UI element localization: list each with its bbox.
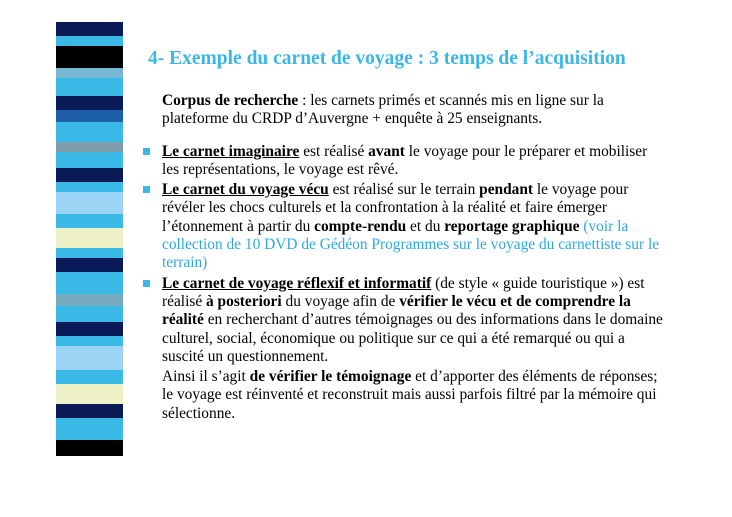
stripe-segment [56, 272, 123, 294]
stripe-segment [56, 22, 123, 36]
bullet-text: est réalisé [299, 142, 369, 160]
stripe-segment [56, 248, 123, 258]
stripe-segment [56, 258, 123, 272]
stripe-segment [56, 152, 123, 168]
conclusion-bold-text: de vérifier le témoignage [249, 368, 412, 386]
intro-text: : les carnets primés et scannés mis en ligne sur la plateforme du CRDP d’Auvergne + enquête à 25 enseignants. [162, 92, 604, 128]
decorative-stripe-bar [56, 22, 123, 492]
stripe-segment [56, 336, 123, 346]
dvd-collection-note: (voir la collection de 10 DVD de Gédéon Programmes sur le voyage du carnettiste sur le terrain) [162, 217, 660, 272]
stripe-segment [56, 122, 123, 142]
stripe-segment [56, 110, 123, 122]
slide-title: 4- Exemple du carnet de voyage : 3 temps de l’acquisition [148, 48, 626, 69]
bullet-bold-text: compte-rendu [314, 217, 407, 235]
conclusion-text: et d’apporter des éléments de réponses; le voyage est réinventé et reconstruit mais aussi parfois filtré par la mémoire qui sélectionne. [162, 368, 658, 422]
stripe-segment [56, 306, 123, 322]
stripe-segment [56, 404, 123, 418]
conclusion-paragraph [143, 368, 663, 423]
bullet-text: et du [406, 217, 445, 235]
bullet-heading: Le carnet imaginaire [162, 142, 300, 160]
stripe-segment [56, 418, 123, 440]
square-bullet-icon [143, 280, 150, 287]
stripe-segment [56, 36, 123, 46]
bullet-text: du voyage afin de [281, 292, 400, 310]
bullet-text: en recherchant d’autres témoignages ou des informations dans le domaine culturel, social, économique ou politique sur ce qui a été remarqué ou qui a suscité un questionnement. [162, 311, 663, 365]
conclusion-text: Ainsi il s’agit [162, 368, 250, 386]
bullet-text: le voyage pour le préparer et mobiliser les représentations, le voyage est rêvé. [162, 142, 648, 178]
slide-body [143, 92, 663, 423]
bullet-text: le voyage pour révéler les chocs culturels et la confrontation à la réalité et faire émerger l’étonnement à partir du [162, 181, 629, 235]
stripe-segment [56, 370, 123, 384]
bullet-bold-text: à posteriori [206, 292, 282, 310]
stripe-segment [56, 346, 123, 370]
bullet-bold-text: reportage graphique [444, 217, 580, 235]
square-bullet-icon [143, 186, 150, 193]
bullet-bold-text: pendant [479, 181, 534, 199]
stripe-segment [56, 168, 123, 182]
bullet-bold-text: vérifier le vécu et de comprendre la réalité [162, 292, 631, 329]
stripe-segment [56, 214, 123, 228]
stripe-segment [56, 192, 123, 214]
square-bullet-icon [143, 148, 150, 155]
stripe-segment [56, 322, 123, 336]
stripe-segment [56, 142, 123, 152]
bullet-item-vecu [143, 181, 663, 272]
stripe-segment [56, 228, 123, 248]
bullet-heading: Le carnet du voyage vécu [162, 181, 329, 199]
bullet-text: (de style « guide touristique ») est réalisé [162, 274, 645, 310]
stripe-segment [56, 78, 123, 96]
stripe-segment [56, 96, 123, 110]
bullet-text: est réalisé sur le terrain [328, 181, 480, 199]
intro-paragraph [143, 92, 663, 129]
stripe-segment [56, 46, 123, 68]
bullet-item-imaginaire [143, 143, 663, 180]
bullet-bold-text: avant [368, 142, 405, 160]
stripe-segment [56, 440, 123, 456]
intro-label: Corpus de recherche [162, 92, 299, 109]
stripe-segment [56, 294, 123, 306]
stripe-segment [56, 384, 123, 404]
bullet-item-reflexif [143, 275, 663, 366]
stripe-segment [56, 182, 123, 192]
bullet-heading: Le carnet de voyage réflexif et informatif [162, 274, 432, 292]
stripe-segment [56, 68, 123, 78]
